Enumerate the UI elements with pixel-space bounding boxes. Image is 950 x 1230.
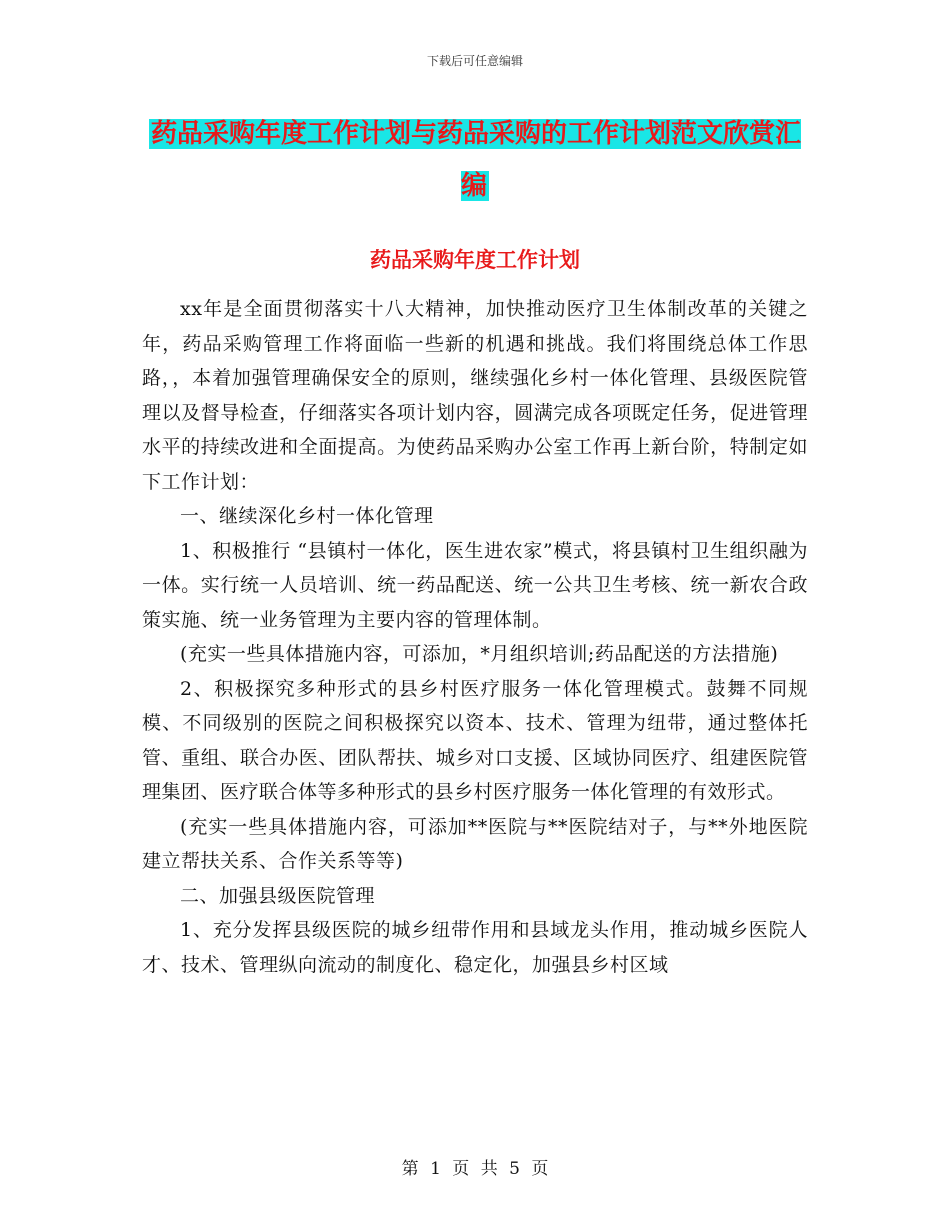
body-paragraph: xx年是全面贯彻落实十八大精神，加快推动医疗卫生体制改革的关键之年，药品采购管理工作将面临一些新的机遇和挑战。我们将围绕总体工作思路，，本着加强管理确保安全的原则，继续强化乡村一体化管理、县级医院管理以及督导检查，仔细落实各项计划内容，圆满完成各项既定任务，促进管理水平的持续改进和全面提高。为使药品采购办公室工作再上新台阶，特制定如下工作计划： bbox=[142, 298, 808, 493]
body-paragraph: 1、积极推行 “县镇村一体化，医生进农家”模式，将县镇村卫生组织融为一体。实行统一人员培训、统一药品配送、统一公共卫生考核、统一新农合政策实施、统一业务管理为主要内容的管理体制。 bbox=[142, 539, 808, 631]
body-paragraph: 1、充分发挥县级医院的城乡纽带作用和县域龙头作用，推动城乡医院人才、技术、管理纵向流动的制度化、稳定化，加强县乡村区域 bbox=[142, 919, 808, 976]
document-body bbox=[142, 292, 808, 982]
page-header: 下载后可任意编辑 bbox=[426, 54, 523, 68]
page-footer: 第 1 页 共 5 页 bbox=[401, 1159, 549, 1179]
document-title-text: 药品采购年度工作计划与药品采购的工作计划范文欣赏汇编 bbox=[150, 119, 801, 201]
body-paragraph: 2、积极探究多种形式的县乡村医疗服务一体化管理模式。鼓舞不同规模、不同级别的医院之间积极探究以资本、技术、管理为纽带，通过整体托管、重组、联合办医、团队帮扶、城乡对口支援、区域协同医疗、组建医院管理集团、医疗联合体等多种形式的县乡村医疗服务一体化管理的有效形式。 bbox=[142, 677, 808, 803]
body-heading-1: 一、继续深化乡村一体化管理 bbox=[180, 505, 434, 527]
document-title bbox=[142, 108, 808, 212]
section-title: 药品采购年度工作计划 bbox=[370, 247, 580, 272]
body-heading-2: 二、加强县级医院管理 bbox=[180, 884, 376, 907]
body-note: (充实一些具体措施内容，可添加，*月组织培训;药品配送的方法措施) bbox=[180, 643, 779, 665]
body-note: (充实一些具体措施内容，可添加**医院与**医院结对子，与**外地医院建立帮扶关系、合作关系等等) bbox=[142, 815, 808, 872]
